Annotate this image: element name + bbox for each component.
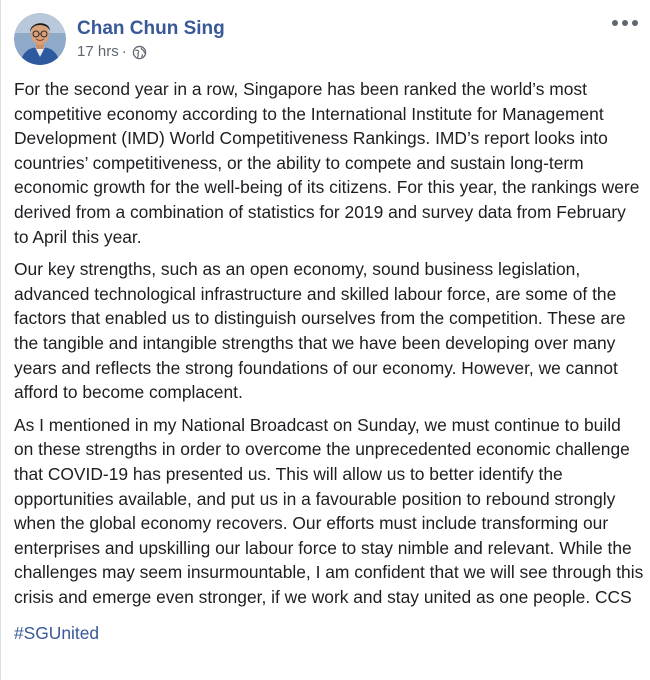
more-dot [632, 20, 638, 26]
post-meta [77, 17, 225, 61]
profile-photo-icon [14, 13, 66, 65]
post-timestamp[interactable]: 17 hrs [77, 43, 119, 60]
hashtag-link[interactable]: #SGUnited [14, 623, 100, 644]
post-body [14, 77, 644, 646]
more-dot [612, 20, 618, 26]
post-paragraph: For the second year in a row, Singapore has been ranked the world’s most competitive economy according to the International Institute for Management Development (IMD) World Competitiveness Rankings. IMD’s report looks into countries’ competitiveness, or the ability to compete and sustain long-term economic growth for the well-being of its citizens. For this year, the rankings were derived from a combination of statistics for 2019 and survey data from February to April this year. [14, 79, 640, 247]
post-paragraph: Our key strengths, such as an open economy, sound business legislation, advanced technological infrastructure and skilled labour force, are some of the factors that enabled us to distinguish ourselves from the competition. These are the tangible and intangible strengths that we have been developing over many years and reflects the strong foundations of our economy. However, we cannot afford to become complacent. [14, 259, 626, 403]
more-options-icon[interactable] [612, 14, 638, 32]
more-dot [622, 20, 628, 26]
globe-icon[interactable] [132, 45, 147, 60]
post-paragraph: As I mentioned in my National Broadcast on Sunday, we must continue to build on these strengths in order to overcome the unprecedented economic challenge that COVID-19 has presented us. This will allow us to better identify the opportunities available, and put us in a favourable position to rebound strongly when the global economy recovers. Our efforts must include transforming our enterprises and upskilling our labour force to stay nimble and relevant. While the challenges may seem insurmountable, I am confident that we will see through this crisis and emerge even stronger, if we work and stay united as one people. CCS [14, 414, 644, 607]
post-subline [77, 43, 225, 61]
post-header [14, 13, 225, 67]
author-name[interactable]: Chan Chun Sing [77, 18, 225, 39]
meta-separator: · [121, 43, 127, 60]
avatar[interactable] [14, 13, 66, 65]
